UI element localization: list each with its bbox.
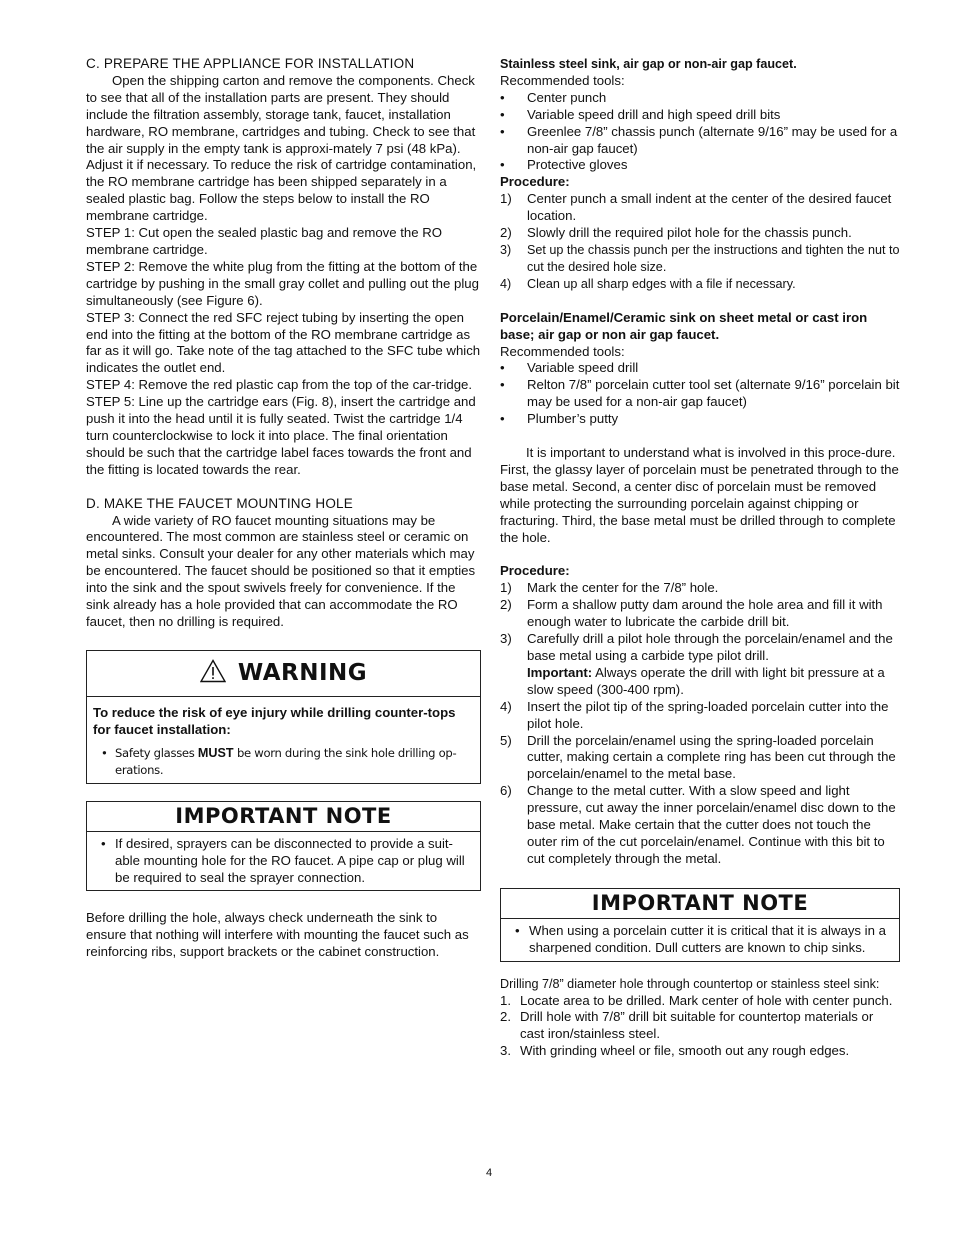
warning-box <box>86 650 481 784</box>
porcelain-tool: • Relton 7/8” porcelain cutter tool set (alternate 9/16” porcelain bit may be used for a non-air gap faucet) <box>500 377 900 411</box>
porcelain-step: 4) Insert the pilot tip of the spring-loaded porcelain cutter into the pilot hole. <box>500 698 889 731</box>
stainless-tool: • Variable speed drill and high speed drill bits <box>500 107 900 124</box>
drilling-step: 3. With grinding wheel or file, smooth out any rough edges. <box>500 1043 850 1059</box>
important-note-box-2 <box>500 888 900 962</box>
important-note-title-2: IMPORTANT NOTE <box>591 890 809 915</box>
warning-triangle-icon <box>200 659 226 688</box>
porcelain-step: 5) Drill the porcelain/enamel using the spring-loaded porcelain cutter, making certain a complete ring has been cut through the porcelain/enamel to the metal base. <box>500 732 896 782</box>
important-note-title: IMPORTANT NOTE <box>175 803 392 828</box>
left-column <box>86 56 481 961</box>
step-3: STEP 3: Connect the red SFC reject tubing by inserting the open end into the fitting at the bottom of the RO membrane cartridge as far as it will go. Take note of the tag attached to the SFC tube which indicates the outlet end. <box>86 309 481 376</box>
stainless-tools-label: Recommended tools: <box>500 72 625 88</box>
porcelain-tools-label: Recommended tools: <box>500 343 625 359</box>
stainless-step: 4) Clean up all sharp edges with a file if necessary. <box>500 276 796 291</box>
stainless-tool: • Protective gloves <box>500 157 900 174</box>
porcelain-tool: • Variable speed drill <box>500 360 900 377</box>
drilling-step: 2. Drill hole with 7/8” drill bit suitable for countertop materials or cast iron/stainless steel. <box>500 1009 874 1042</box>
porcelain-step: 3) Carefully drill a pilot hole through the porcelain/enamel and the base metal using a carbide type pilot drill. Important: Always operate the drill with light bit pressure at a slow speed (300-400 rpm). <box>500 631 893 697</box>
porcelain-step: 2) Form a shallow putty dam around the hole area and fill it with enough water to lubricate the carbide drill bit. <box>500 597 883 630</box>
stainless-procedure-label: Procedure: <box>500 174 570 190</box>
section-d-heading: D. MAKE THE FAUCET MOUNTING HOLE <box>86 495 353 511</box>
warning-intro: To reduce the risk of eye injury while drilling counter-tops for faucet installation: <box>93 704 456 737</box>
important-text: Always operate the drill with light bit pressure at a slow speed (300-400 rpm). <box>527 664 885 697</box>
stainless-heading: Stainless steel sink, air gap or non-air gap faucet. <box>500 57 797 71</box>
step-2: STEP 2: Remove the white plug from the fitting at the bottom of the cartridge by pushing in the small gray collet and pulling out the plug simultaneously (see Figure 6). <box>86 258 479 308</box>
section-d-paragraph: A wide variety of RO faucet mounting situations may be encountered. The most common are stainless steel or ceramic on metal sinks. Consult your dealer for any other materials which may be encountered. The faucet should be positioned so that it empties into the sink and the spout swivels freely for convenience. If the sink already has a hole provided that can accommodate the RO faucet, then no drilling is required. <box>86 512 476 629</box>
section-c-paragraph: Open the shipping carton and remove the components. Check to see that all of the installation parts are present. They should include the filtration assembly, storage tank, faucet, installation hardware, RO membrane, cartridges and tubing. Check to see that the air supply in the empty tank is approxi-mately 7 psi (48 kPa). Adjust it if necessary. To reduce the risk of cartridge contamination, the RO membrane cartridge has been shipped separately in a sealed plastic bag. Follow the steps below to install the RO membrane cartridge. <box>86 72 477 224</box>
porcelain-procedure-label: Procedure: <box>500 563 570 579</box>
warning-header <box>87 651 480 697</box>
step-4: STEP 4: Remove the red plastic cap from the top of the car-tridge. <box>86 377 473 393</box>
porcelain-heading: Porcelain/Enamel/Ceramic sink on sheet metal or cast iron base; air gap or non air gap faucet. <box>500 309 868 342</box>
stainless-step: 2) Slowly drill the required pilot hole for the chassis punch. <box>500 225 852 241</box>
important-label: Important: <box>527 664 593 680</box>
important-note-header-2 <box>501 889 899 919</box>
stainless-step: 3) Set up the chassis punch per the instructions and tighten the nut to cut the desired hole size. <box>500 242 900 274</box>
warning-bullet: • Safety glasses MUST be worn during the sink hole drilling op-erations. <box>93 745 474 779</box>
porcelain-step: 1) Mark the center for the 7/8” hole. <box>500 580 719 596</box>
page-number: 4 <box>486 1167 493 1179</box>
important-note-header <box>87 802 480 832</box>
drilling-step: 1. Locate area to be drilled. Mark center of hole with center punch. <box>500 992 893 1008</box>
stainless-step: 1) Center punch a small indent at the center of the desired faucet location. <box>500 191 892 224</box>
drilling-heading: Drilling 7/8” diameter hole through countertop or stainless steel sink: <box>500 976 880 991</box>
step-5: STEP 5: Line up the cartridge ears (Fig. 8), insert the cartridge and push it into the head until it is fully seated. Twist the cartridge 1/4 turn counterclockwise to lock it into place. The final orientation should be such that the cartridge label faces towards the front and the fitting is located towards the rear. <box>86 394 476 477</box>
important-note-bullet-2: • When using a porcelain cutter it is critical that it is always in a sharpened condition. Dull cutters are known to chip sinks. <box>507 923 893 957</box>
porcelain-step: 6) Change to the metal cutter. With a slow speed and light pressure, cut away the inner porcelain/enamel disc down to the base metal. Make certain that the cutter does not touch the outer rim of the cut porcelain/enamel. Continue with this bit to cut completely through the metal. <box>500 783 896 866</box>
porcelain-tool: • Plumber’s putty <box>500 411 900 428</box>
porcelain-paragraph: It is important to understand what is involved in this proce-dure. First, the glassy layer of porcelain must be penetrated through to the base metal. Second, a center disc of porcelain must be removed while protecting the surrounding porcelain against chipping or fracturing. Third, the base metal must be drilled through to complete the hole. <box>500 445 899 545</box>
stainless-tool: • Greenlee 7/8” chassis punch (alternate 9/16” may be used for a non-air gap faucet) <box>500 124 900 158</box>
stainless-tool: • Center punch <box>500 90 900 107</box>
warning-title: WARNING <box>237 659 368 686</box>
section-c-heading: C. PREPARE THE APPLIANCE FOR INSTALLATION <box>86 56 415 71</box>
right-column <box>500 56 900 1060</box>
closing-paragraph: Before drilling the hole, always check underneath the sink to ensure that nothing will interfere with mounting the faucet such as reinforcing ribs, support brackets or the cabinet construction. <box>86 910 469 960</box>
important-note-box <box>86 801 481 892</box>
important-note-bullet: • If desired, sprayers can be disconnected to provide a suit-able mounting hole for the RO faucet. A pipe cap or plug will be required to seal the sprayer connection. <box>93 836 474 887</box>
step-1: STEP 1: Cut open the sealed plastic bag and remove the RO membrane cartridge. <box>86 225 443 257</box>
